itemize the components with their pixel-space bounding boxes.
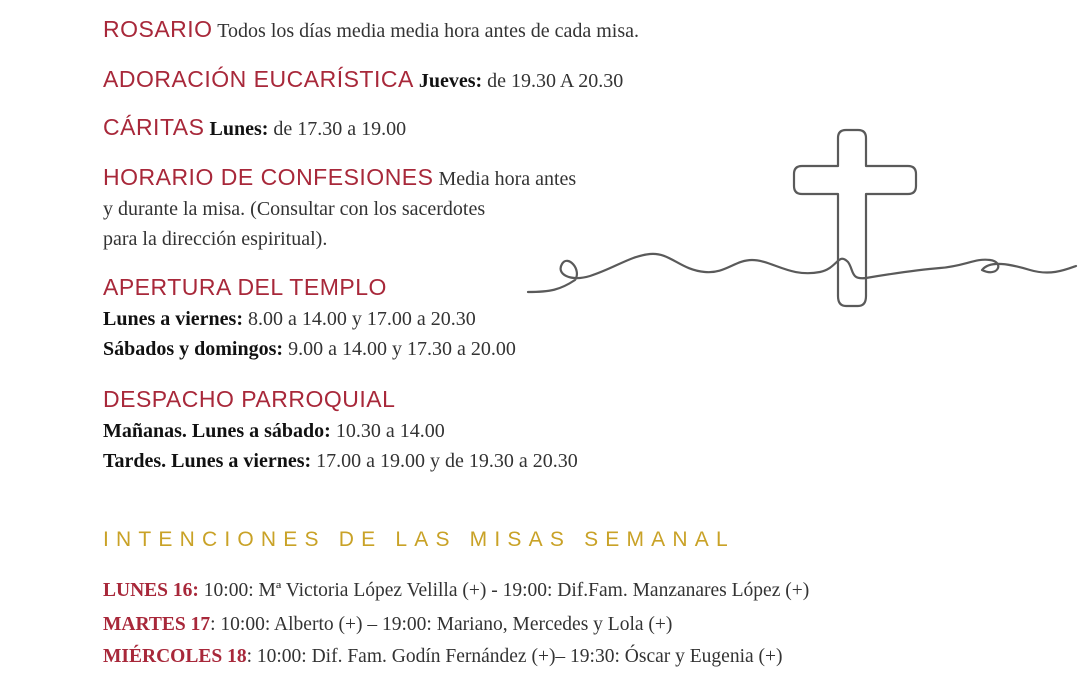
mass-item-miercoles bbox=[103, 646, 783, 668]
confesiones-line1: Media hora antes bbox=[438, 168, 577, 190]
mass-day: MIÉRCOLES 18 bbox=[103, 646, 247, 667]
adoracion-title: ADORACIÓN EUCARÍSTICA bbox=[103, 66, 414, 92]
mass-text: 10:00: Mª Victoria López Velilla (+) - 19:00: Dif.Fam. Manzanares López (+) bbox=[198, 580, 810, 601]
despacho-l1-label: Mañanas. Lunes a sábado: bbox=[103, 420, 331, 442]
confesiones-line3: para la dirección espiritual). bbox=[103, 228, 328, 250]
adoracion-section bbox=[103, 64, 623, 96]
apertura-l2-text: 9.00 a 14.00 y 17.30 a 20.00 bbox=[288, 338, 516, 360]
despacho-section bbox=[103, 384, 578, 476]
despacho-l2-text: 17.00 a 19.00 y de 19.30 a 20.30 bbox=[316, 450, 578, 472]
despacho-l2-label: Tardes. Lunes a viernes: bbox=[103, 450, 312, 472]
caritas-section bbox=[103, 112, 406, 144]
mass-text: : 10:00: Dif. Fam. Godín Fernández (+)– 19:30: Óscar y Eugenia (+) bbox=[246, 646, 783, 667]
adoracion-text: de 19.30 A 20.30 bbox=[487, 70, 624, 92]
despacho-title: DESPACHO PARROQUIAL bbox=[103, 386, 396, 412]
apertura-section bbox=[103, 272, 516, 364]
apertura-title: APERTURA DEL TEMPLO bbox=[103, 274, 387, 300]
despacho-l1-text: 10.30 a 14.00 bbox=[335, 420, 445, 442]
rosario-title: ROSARIO bbox=[103, 16, 213, 42]
apertura-l1-text: 8.00 a 14.00 y 17.00 a 20.30 bbox=[248, 308, 476, 330]
caritas-label: Lunes: bbox=[209, 118, 269, 140]
confesiones-section bbox=[103, 162, 576, 254]
adoracion-label: Jueves: bbox=[418, 70, 483, 92]
mass-text: : 10:00: Alberto (+) – 19:00: Mariano, Mercedes y Lola (+) bbox=[210, 614, 673, 635]
mass-day: MARTES 17 bbox=[103, 614, 211, 635]
caritas-text: de 17.30 a 19.00 bbox=[273, 118, 407, 140]
intenciones-title: INTENCIONES DE LAS MISAS SEMANAL bbox=[103, 528, 735, 551]
mass-item-lunes bbox=[103, 580, 809, 602]
mass-item-martes bbox=[103, 614, 672, 636]
mass-day: LUNES 16: bbox=[103, 580, 199, 601]
confesiones-title: HORARIO DE CONFESIONES bbox=[103, 164, 434, 190]
caritas-title: CÁRITAS bbox=[103, 114, 205, 140]
rosario-text: Todos los días media media hora antes de cada misa. bbox=[217, 20, 640, 42]
apertura-l2-label: Sábados y domingos: bbox=[103, 338, 284, 360]
confesiones-line2: y durante la misa. (Consultar con los sacerdotes bbox=[103, 198, 486, 220]
apertura-l1-label: Lunes a viernes: bbox=[103, 308, 243, 330]
rosario-section bbox=[103, 14, 639, 46]
cross-icon bbox=[520, 120, 1080, 320]
